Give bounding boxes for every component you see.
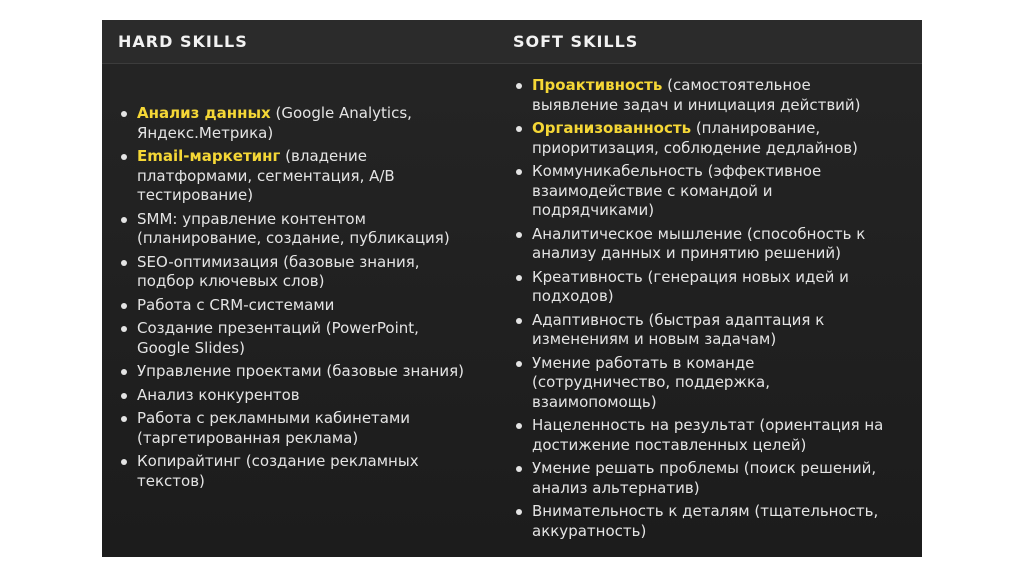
item-text: Адаптивность (быстрая адаптация к изменениям и новым задачам) xyxy=(532,310,825,348)
item-text: Создание презентаций (PowerPoint, Google Slides) xyxy=(137,319,419,357)
list-item xyxy=(514,354,894,413)
list-item xyxy=(514,76,894,115)
item-text: Работа с CRM-системами xyxy=(137,295,335,314)
table-header xyxy=(102,20,922,64)
item-text: Нацеленность на результат (ориентация на достижение поставленных целей) xyxy=(532,416,884,454)
hard-skills-list xyxy=(119,104,474,495)
item-text: (самостоятельное выявление задач и инициация действий) xyxy=(532,76,861,114)
item-text: SEO-оптимизация (базовые знания, подбор ключевых слов) xyxy=(137,252,420,290)
item-text: Аналитическое мышление (способность к анализу данных и принятию решений) xyxy=(532,224,866,262)
list-item xyxy=(119,210,474,249)
list-item xyxy=(514,119,894,158)
list-item xyxy=(119,319,474,358)
item-text: Управление проектами (базовые знания) xyxy=(137,362,464,380)
item-text: Копирайтинг (создание рекламных текстов) xyxy=(137,452,419,490)
item-text: Анализ конкурентов xyxy=(137,385,300,404)
list-item xyxy=(514,162,894,221)
item-text: Креативность (генерация новых идей и подходов) xyxy=(532,267,849,305)
list-item xyxy=(119,362,474,382)
item-text: Внимательность к деталям (тщательность, аккуратность) xyxy=(532,502,879,540)
item-text: Умение решать проблемы (поиск решений, анализ альтернатив) xyxy=(532,459,877,497)
list-item xyxy=(514,311,894,350)
list-item xyxy=(514,225,894,264)
item-text: (владение платформами, сегментация, A/B тестирование) xyxy=(137,147,395,204)
hard-skills-title: HARD SKILLS xyxy=(118,32,248,51)
list-item xyxy=(119,452,474,491)
list-item xyxy=(514,416,894,455)
list-item xyxy=(119,386,474,406)
list-item xyxy=(514,459,894,498)
item-text: Умение работать в команде (сотрудничество, поддержка, взаимопомощь) xyxy=(532,353,770,411)
list-item xyxy=(514,268,894,307)
item-highlight: Организованность xyxy=(532,119,692,137)
item-highlight: Анализ данных xyxy=(137,104,271,122)
item-highlight: Email-маркетинг xyxy=(137,147,281,165)
item-text: Коммуникабельность (эффективное взаимодействие с командой и подрядчиками) xyxy=(532,162,822,219)
list-item xyxy=(514,502,894,541)
skills-table xyxy=(102,20,922,557)
item-text: (планирование, приоритизация, соблюдение дедлайнов) xyxy=(532,119,858,157)
list-item xyxy=(119,104,474,143)
item-text: (Google Analytics, Яндекс.Метрика) xyxy=(137,104,412,142)
item-highlight: Проактивность xyxy=(532,76,663,94)
list-item xyxy=(119,409,474,448)
item-text: Работа с рекламными кабинетами (таргетированная реклама) xyxy=(137,409,411,447)
list-item xyxy=(119,253,474,292)
soft-skills-list xyxy=(514,76,894,545)
soft-skills-title: SOFT SKILLS xyxy=(513,32,639,51)
list-item xyxy=(119,296,474,316)
item-text: SMM: управление контентом (планирование, создание, публикация) xyxy=(137,209,450,247)
list-item xyxy=(119,147,474,206)
